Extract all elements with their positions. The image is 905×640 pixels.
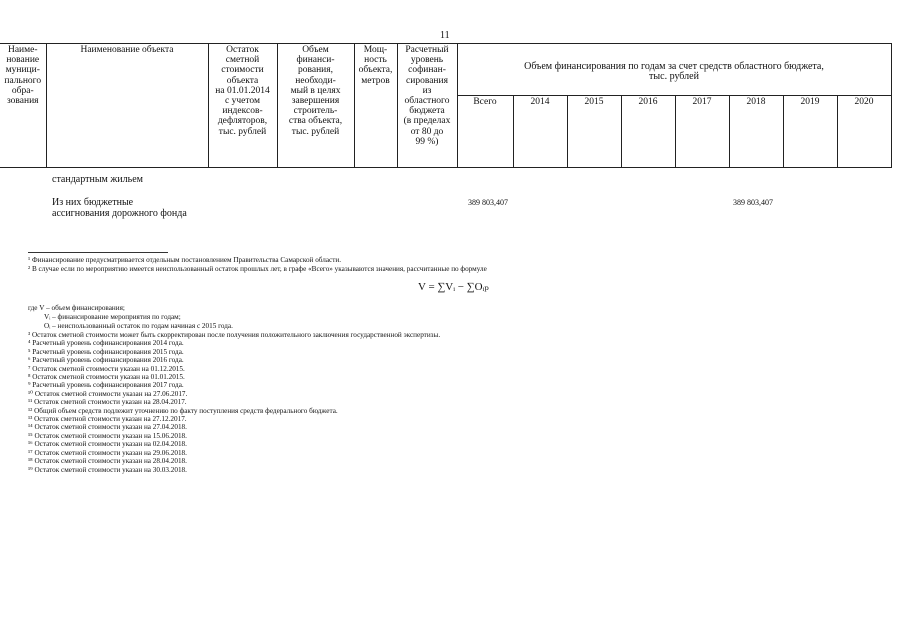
footnote-item: ¹⁵ Остаток сметной стоимости указан на 15.06.2018. bbox=[28, 431, 187, 440]
footnote-1: ¹ Финансирование предусматривается отдельным постановлением Правительства Самарской области. bbox=[28, 256, 342, 264]
footnote-item: ¹⁰ Остаток сметной стоимости указан на 27.06.2017. bbox=[28, 389, 188, 398]
footnote-2: ² В случае если по мероприятию имеется неиспользованный остаток прошлых лет, в графе «Всего» указываются значения, рассчитанные по формуле bbox=[28, 265, 487, 273]
header-year-2018: 2018 bbox=[729, 96, 783, 168]
footnote-item: ¹⁷ Остаток сметной стоимости указан на 29.06.2018. bbox=[28, 448, 187, 457]
header-year-total: Всего bbox=[457, 96, 513, 168]
footnote-item: ¹¹ Остаток сметной стоимости указан на 28.04.2017. bbox=[28, 398, 187, 407]
header-year-2015: 2015 bbox=[567, 96, 621, 168]
value-2018: 389 803,407 bbox=[733, 198, 773, 207]
footnote-list bbox=[28, 331, 888, 474]
header-cofinancing: Расчетный уровень софинан- сирования из областного бюджета (в пределах от 80 до 99 %) bbox=[397, 44, 457, 168]
footnote-item: ¹² Общий объем средств подлежит уточнению по факту поступления средств федерального бюджета. bbox=[28, 406, 338, 415]
footnote-item: ¹³ Остаток сметной стоимости указан на 27.12.2017. bbox=[28, 415, 187, 424]
footnote-item: ⁹ Расчетный уровень софинансирования 2017 года. bbox=[28, 381, 184, 390]
header-remaining-cost: Остаток сметной стоимости объекта на 01.01.2014 с учетом индексов- дефляторов, тыс. рублей bbox=[208, 44, 277, 168]
formula: V = ∑Vᵢ − ∑Oᵢₚ bbox=[418, 281, 489, 293]
footnote-item: ¹⁴ Остаток сметной стоимости указан на 27.04.2018. bbox=[28, 423, 187, 432]
header-object: Наименование объекта bbox=[46, 44, 208, 168]
formula-vi: Vᵢ – финансирование мероприятия по годам; bbox=[44, 313, 181, 321]
footnote-item: ⁵ Расчетный уровень софинансирования 2015 года. bbox=[28, 347, 184, 356]
footnote-item: ⁸ Остаток сметной стоимости указан на 01.01.2015. bbox=[28, 373, 185, 382]
header-year-2016: 2016 bbox=[621, 96, 675, 168]
formula-oi: Oᵢ – неиспользованный остаток по годам начиная с 2015 года. bbox=[44, 322, 233, 330]
header-funding-group: Объем финансирования по годам за счет средств областного бюджета, тыс. рублей bbox=[457, 44, 891, 96]
footnote-item: ⁷ Остаток сметной стоимости указан на 01.12.2015. bbox=[28, 364, 185, 373]
footnote-item: ⁴ Расчетный уровень софинансирования 2014 года. bbox=[28, 339, 184, 348]
header-year-2014: 2014 bbox=[513, 96, 567, 168]
footnote-separator bbox=[28, 252, 168, 253]
row-text-road-fund: Из них бюджетные ассигнования дорожного фонда bbox=[52, 197, 187, 219]
header-funding-volume: Объем финанси- рования, необходи- мый в целях завершения строитель- ства объекта, тыс. рублей bbox=[277, 44, 354, 168]
row-text-standard-housing: стандартным жильем bbox=[52, 174, 143, 185]
footnote-item: ³ Остаток сметной стоимости может быть скорректирован после получения положительного заключения государственной экспертизы. bbox=[28, 331, 441, 339]
header-municipality: Наиме- нование муници- пального обра- зования bbox=[0, 44, 46, 168]
footnote-item: ¹⁶ Остаток сметной стоимости указан на 02.04.2018. bbox=[28, 440, 187, 449]
footnote-item: ¹⁹ Остаток сметной стоимости указан на 30.03.2018. bbox=[28, 465, 187, 474]
footnote-item: ⁶ Расчетный уровень софинансирования 2016 года. bbox=[28, 356, 184, 365]
header-year-2017: 2017 bbox=[675, 96, 729, 168]
value-total: 389 803,407 bbox=[468, 198, 508, 207]
header-year-2019: 2019 bbox=[783, 96, 837, 168]
header-year-2020: 2020 bbox=[837, 96, 891, 168]
footnote-item: ¹⁸ Остаток сметной стоимости указан на 28.04.2018. bbox=[28, 457, 187, 466]
page-number: 11 bbox=[440, 30, 450, 41]
formula-where: где V – объем финансирования; bbox=[28, 304, 125, 312]
header-table bbox=[0, 43, 892, 168]
header-capacity: Мощ- ность объекта, метров bbox=[354, 44, 397, 168]
